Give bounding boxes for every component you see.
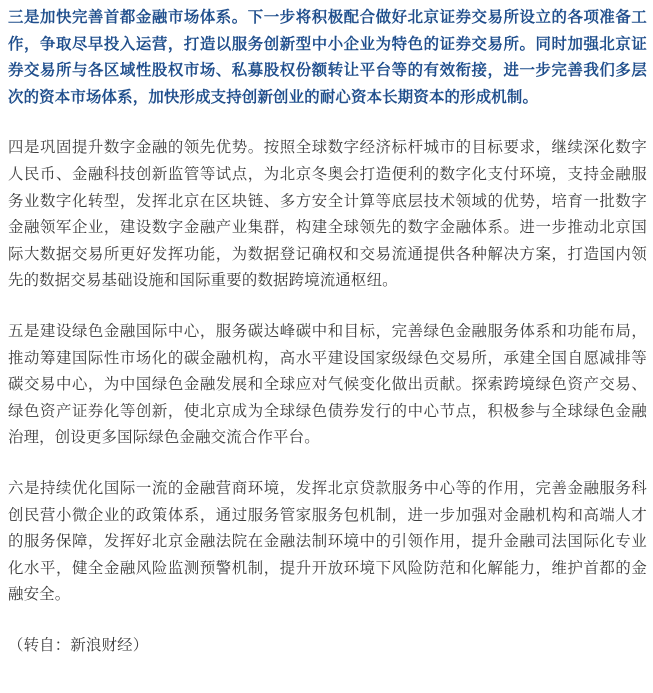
source-attribution: （转自：新浪财经） [8, 635, 149, 654]
paragraph-digital-finance: 四是巩固提升数字金融的领先优势。按照全球数字经济标杆城市的目标要求，继续深化数字人民币、金融科技创新监管等试点，为北京冬奥会打造便利的数字化支付环境，支持金融服务业数字化转型，发挥北京在区块链、多方安全计算等底层技术领域的优势，培育一批数字金融领军企业，建设数字金融产业集群，构建全球领先的数字金融体系。进一步推动北京国际大数据交易所更好发挥功能，为数据登记确权和交易流通提供各种解决方案，打造国内领先的数据交易基础设施和国际重要的数据跨境流通枢纽。 [8, 138, 647, 290]
paragraph-green-finance: 五是建设绿色金融国际中心，服务碳达峰碳中和目标，完善绿色金融服务体系和功能布局，推动筹建国际性市场化的碳金融机构，高水平建设国家级绿色交易所，承建全国自愿减排等碳交易中心，为中国绿色金融发展和全球应对气候变化做出贡献。探索跨境绿色资产交易、绿色资产证券化等创新，使北京成为全球绿色债券发行的中心节点，积极参与全球绿色金融治理，创设更多国际绿色金融交流合作平台。 [8, 321, 647, 447]
paragraph-financial-market-system: 三是加快完善首都金融市场体系。下一步将积极配合做好北京证券交易所设立的各项准备工作，争取尽早投入运营，打造以服务创新型中小企业为特色的证券交易所。同时加强北京证券交易所与各区域性股权市场、私募股权份额转让平台等的有效衔接，进一步完善我们多层次的资本市场体系，加快形成支持创新创业的耐心资本长期资本的形成机制。 [8, 8, 647, 106]
paragraph-business-environment: 六是持续优化国际一流的金融营商环境，发挥北京贷款服务中心等的作用，完善金融服务科创民营小微企业的政策体系，通过服务管家服务包机制，进一步加强对金融机构和高端人才的服务保障，发挥好北京金融法院在金融法制环境中的引领作用，提升金融司法国际化专业化水平，健全金融风险监测预警机制，提升开放环境下风险防范和化解能力，维护首都的金融安全。 [8, 478, 647, 604]
